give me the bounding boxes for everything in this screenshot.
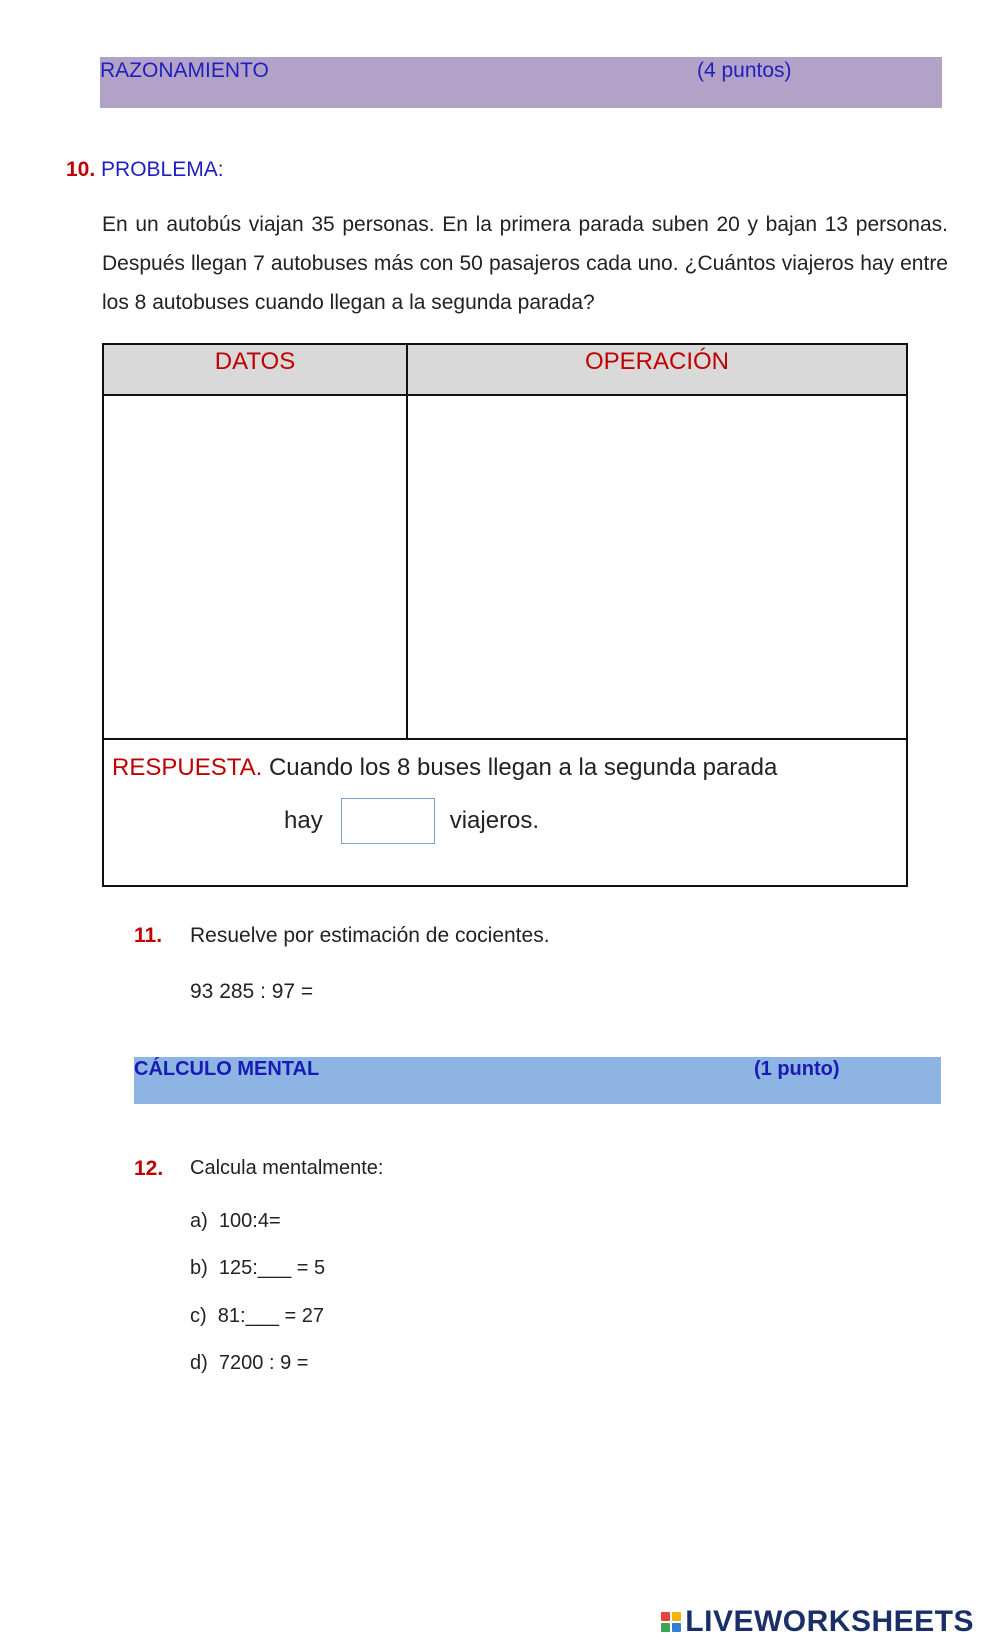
razonamiento-header (100, 57, 942, 108)
respuesta-text: Cuando los 8 buses llegan a la segunda parada (268, 754, 778, 781)
problem-table (102, 343, 908, 887)
respuesta-cell (103, 739, 907, 886)
q11-text: Resuelve por estimación de cocientes. (190, 924, 550, 947)
datos-cell[interactable] (103, 395, 407, 739)
col-datos: DATOS (103, 344, 407, 395)
q12-number: 12. (134, 1157, 164, 1180)
problem-text: En un autobús viajan 35 personas. En la primera parada suben 20 y bajan 13 personas. Después llegan 7 autobuses más con 50 pasajeros cada uno. ¿Cuántos viajeros hay entre los 8 autobuses cuando llegan a la segunda parada? (102, 213, 948, 314)
q11-expression: 93 285 : 97 = (190, 980, 314, 1003)
problem-heading (66, 158, 224, 182)
respuesta-answer-line (284, 798, 539, 844)
brand-name: LIVEWORKSHEETS (685, 1605, 974, 1638)
col-operacion: OPERACIÓN (407, 344, 907, 395)
list-item: d) 7200 : 9 = (190, 1352, 309, 1374)
respuesta-line (112, 754, 777, 782)
q12-text: Calcula mentalmente: (190, 1157, 384, 1179)
calculo-title: CÁLCULO MENTAL (134, 1058, 320, 1080)
liveworksheets-logo (661, 1605, 974, 1639)
razonamiento-points: (4 puntos) (697, 59, 792, 82)
operacion-cell[interactable] (407, 395, 907, 739)
respuesta-post: viajeros. (449, 807, 540, 834)
respuesta-pre: hay (284, 807, 323, 834)
answer-input[interactable] (341, 798, 435, 844)
problem-title: PROBLEMA: (101, 158, 224, 181)
calculo-mental-header (134, 1057, 941, 1104)
liveworksheets-icon (661, 1612, 681, 1632)
problem-number: 10. (66, 158, 96, 181)
calculo-points: (1 punto) (754, 1058, 840, 1080)
list-item: c) 81:___ = 27 (190, 1305, 325, 1327)
list-item: b) 125:___ = 5 (190, 1257, 326, 1279)
razonamiento-title: RAZONAMIENTO (100, 59, 269, 82)
list-item: a) 100:4= (190, 1210, 281, 1232)
q11-number: 11. (134, 924, 163, 947)
respuesta-label: RESPUESTA. (112, 754, 263, 781)
